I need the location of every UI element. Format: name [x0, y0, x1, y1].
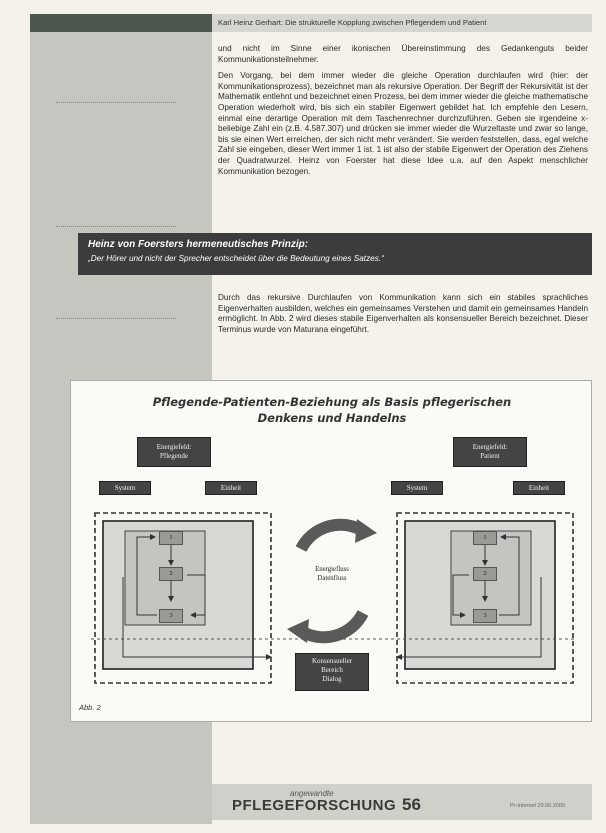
sidebar-top-bar [30, 14, 212, 32]
node-right-2: 2 [473, 567, 497, 581]
system-label-left: System [99, 481, 151, 495]
box-line: Bereich [321, 666, 343, 674]
node-left-1: 1 [159, 531, 183, 545]
node-right-1: 1 [473, 531, 497, 545]
quote-text: „Der Hörer und nicht der Sprecher entscheidet über die Bedeutung eines Satzes.“ [88, 254, 384, 263]
margin-rule [56, 102, 176, 103]
quote-title: Heinz von Foersters hermeneutisches Prinzip: [88, 239, 309, 250]
system-label-right: System [391, 481, 443, 495]
box-line: Pflegende [160, 452, 188, 460]
box-line: Konsensueller [311, 657, 353, 665]
running-header: Karl Heinz Gerhart: Die strukturelle Kopplung zwischen Pflegendem und Patient [212, 14, 592, 32]
flow-label [297, 565, 367, 583]
paragraph: Den Vorgang, bei dem immer wieder die gleiche Operation durchlaufen wird (hier: der Kommunikationsprozess), bezeichnet man als rekursive Operation. Der Begriff der Rekursivität ist der Mathematik entlehnt und bezeichnet einen Prozess, bei dem immer wieder die gleiche mathematische Operation wiederholt wird, bis sich ein stabiler Eigenwert gebildet hat. Ich empfehle den Lesern, einmal eine derartige Operation mit dem Taschenrechner durchzuführen. Geben sie irgendeine x-beliebige Zahl ein (z.B. 4.587.307) und drücken sie immer wieder die Wurzeltaste und zwar so lange, bis sie einen Wert erreichen, der sich nicht mehr verändert. Sie werden feststellen, dass, egal welche Zahl sie eingeben, dieser Wert immer 1 ist. 1 ist also der stabile Eigenwert der Operation des Ziehens der Quadratwurzel. Heinz von Foerster hat diese Idee u.a. auf den Aspekt menschlicher Kommunikation bezogen. [218, 71, 588, 176]
flow-label-line: Datenfluss [317, 575, 347, 582]
brand-title: PFLEGEFORSCHUNG [232, 797, 397, 814]
paragraph: Durch das rekursive Durchlaufen von Kommunikation kann sich ein stabiles sprachliches Eigenverhalten ausbilden, welches ein gemeinsames Verstehen und damit ein gemeinsames Handeln ermöglicht. In Abb. 2 wird dieses stabile Eigenverhalten als konsensueller Bereich bezeichnet. Dieser Terminus wurde von Maturana eingeführt. [218, 293, 588, 334]
cycle-arrow-top [301, 525, 363, 549]
cycle-arrow-bottom [301, 613, 363, 637]
box-line: Energiefeld: [156, 443, 192, 451]
box-line: Patient [480, 452, 500, 460]
figure-title-line2: Denkens und Handelns [257, 411, 407, 425]
figure-caption: Abb. 2 [79, 703, 101, 712]
node-left-3: 3 [159, 609, 183, 623]
body-text-middle [218, 293, 588, 341]
page-number: 56 [402, 795, 421, 814]
einheit-label-right: Einheit [513, 481, 565, 495]
einheit-label-left: Einheit [205, 481, 257, 495]
body-text-top [218, 44, 588, 183]
node-right-3: 3 [473, 609, 497, 623]
brand-subtitle: angewandte [290, 789, 334, 798]
box-line: Energiefeld: [472, 443, 508, 451]
figure-diagram [70, 380, 592, 722]
box-line: Dialog [322, 675, 342, 683]
quote-box [78, 233, 592, 275]
flow-label-line: Energiefluss [315, 566, 349, 573]
consensual-area-box [295, 653, 369, 691]
margin-rule [56, 318, 176, 319]
node-left-2: 2 [159, 567, 183, 581]
margin-rule [56, 226, 176, 227]
footer-note: Pr-Internet 29.06.2000 [510, 803, 566, 809]
paragraph: und nicht im Sinne einer ikonischen Übereinstimmung des Gedankenguts beider Kommunikationsteilnehmer. [218, 44, 588, 64]
figure-title-line1: Pflegende-Patienten-Beziehung als Basis pflegerischen [152, 395, 512, 409]
